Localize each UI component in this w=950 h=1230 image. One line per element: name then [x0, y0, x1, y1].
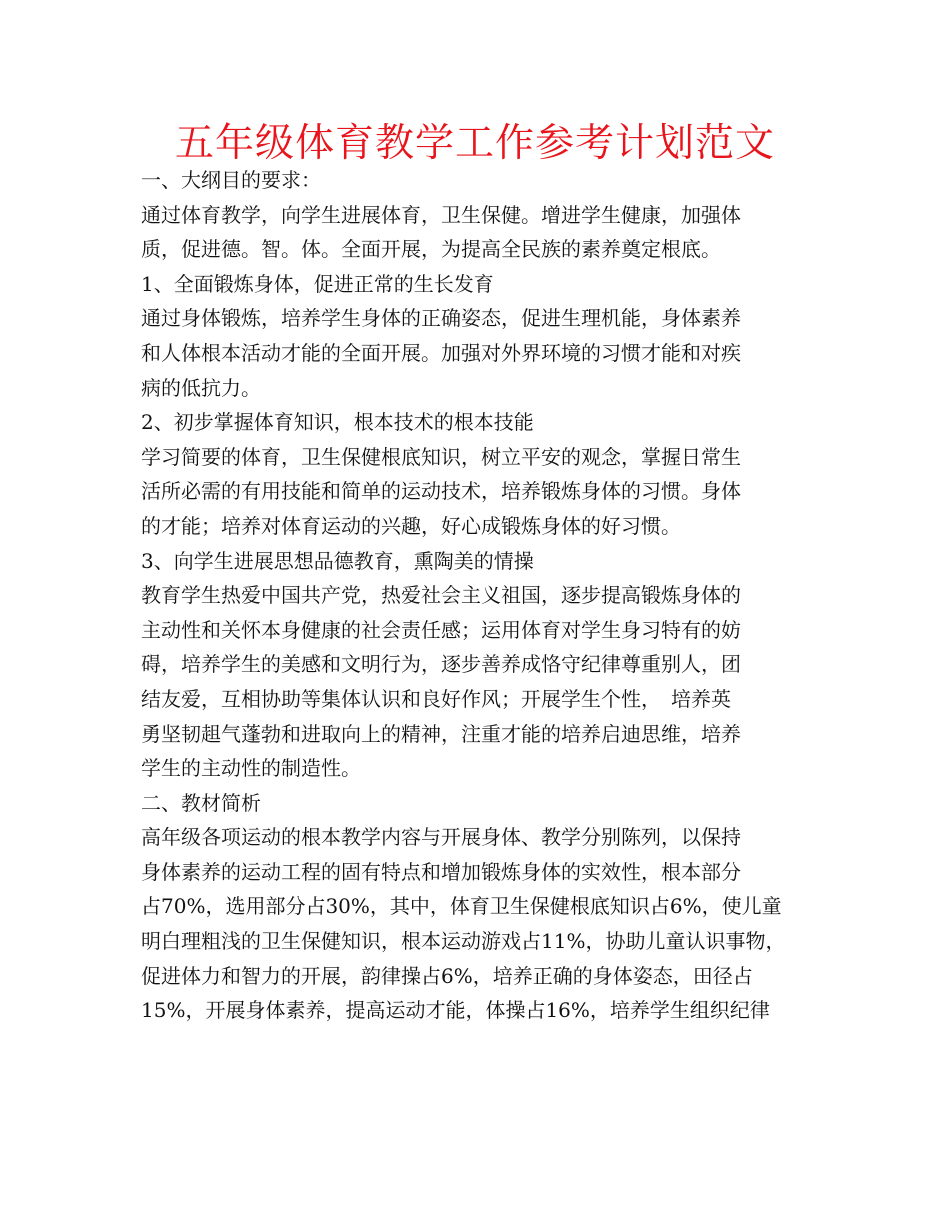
- paragraph-line: 病的低抗力。: [141, 375, 261, 400]
- paragraph-line: 身体素养的运动工程的固有特点和增加锻炼身体的实效性，根本部分: [141, 859, 741, 884]
- paragraph-line: 教育学生热爱中国共产党，热爱社会主义祖国，逐步提高锻炼身体的: [141, 583, 741, 608]
- paragraph-line: 高年级各项运动的根本教学内容与开展身体、教学分别陈列，以保持: [141, 825, 741, 850]
- paragraph-line: 的才能；培养对体育运动的兴趣，好心成锻炼身体的好习惯。: [141, 513, 681, 538]
- section-heading: 二、教材简析: [141, 790, 261, 815]
- paragraph-line: 主动性和关怀本身健康的社会责任感；运用体育对学生身习特有的妨: [141, 617, 741, 642]
- paragraph-line: 学习简要的体育，卫生保健根底知识，树立平安的观念，掌握日常生: [141, 444, 741, 469]
- paragraph-line: 明白理粗浅的卫生保健知识，根本运动游戏占11%，协助儿童认识事物，: [141, 929, 786, 954]
- document-title: 五年级体育教学工作参考计划范文: [174, 121, 775, 166]
- paragraph-line: 结友爱，互相协助等集体认识和良好作风；开展学生个性， 培养英: [141, 686, 731, 711]
- paragraph-line: 通过身体锻炼，培养学生身体的正确姿态，促进生理机能，身体素养: [141, 306, 741, 331]
- paragraph-line: 勇坚韧趄气蓬勃和进取向上的精神，注重才能的培养启迪思维，培养: [141, 721, 741, 746]
- document-body: [141, 163, 831, 1028]
- paragraph-line: 15%，开展身体素养，提高运动才能，体操占16%，培养学生组织纪律: [141, 998, 770, 1023]
- paragraph-line: 学生的主动性的制造性。: [141, 756, 361, 781]
- subsection-heading: 1、全面锻炼身体，促进正常的生长发育: [141, 271, 494, 296]
- paragraph-line: 质，促进德。智。体。全面开展，为提高全民族的素养奠定根底。: [141, 237, 721, 262]
- paragraph-line: 占70%，选用部分占30%，其中，体育卫生保健根底知识占6%，使儿童: [141, 894, 782, 919]
- subsection-heading: 2、初步掌握体育知识，根本技术的根本技能: [141, 410, 534, 435]
- paragraph-line: 促进体力和智力的开展，韵律操占6%，培养正确的身体姿态，田径占: [141, 963, 753, 988]
- subsection-heading: 3、向学生进展思想品德教育，熏陶美的情操: [141, 548, 534, 573]
- section-heading: 一、大纲目的要求：: [141, 168, 321, 192]
- paragraph-line: 活所必需的有用技能和简单的运动技术，培养锻炼身体的习惯。身体: [141, 479, 741, 504]
- paragraph-line: 和人体根本活动才能的全面开展。加强对外界环境的习惯才能和对疾: [141, 340, 741, 365]
- paragraph-line: 碍，培养学生的美感和文明行为，逐步善养成恪守纪律尊重别人，团: [141, 652, 741, 677]
- paragraph-line: 通过体育教学，向学生进展体育，卫生保健。增进学生健康，加强体: [141, 202, 741, 227]
